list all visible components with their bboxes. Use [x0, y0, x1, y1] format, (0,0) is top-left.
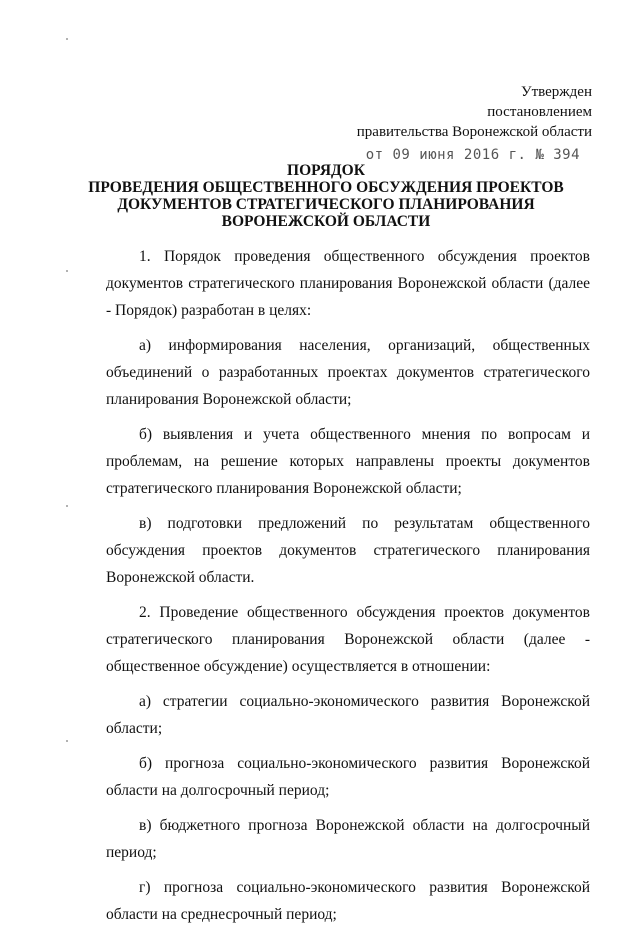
- document-body: [106, 243, 590, 936]
- paragraph-2b: б) прогноза социально-экономического развития Воронежской области на долгосрочный период;: [106, 755, 590, 799]
- paragraph-2d: г) прогноза социально-экономического развития Воронежской области на среднесрочный период;: [106, 879, 590, 923]
- paragraph-2: 2. Проведение общественного обсуждения проектов документов стратегического планирования Воронежской области (далее - общественное обсуждение) осуществляется в отношении:: [106, 604, 590, 675]
- approval-line-3: правительства Воронежской области: [356, 124, 592, 140]
- paragraph-2c: в) бюджетного прогноза Воронежской области на долгосрочный период;: [106, 817, 590, 861]
- paragraph-2a: а) стратегии социально-экономического развития Воронежской области;: [106, 693, 590, 737]
- scan-artifact: [66, 270, 68, 272]
- title-line-2: ПРОВЕДЕНИЯ ОБЩЕСТВЕННОГО ОБСУЖДЕНИЯ ПРОЕКТОВ: [88, 179, 564, 196]
- approval-stamp: [357, 82, 592, 165]
- document-title: [60, 162, 592, 230]
- approval-line-1: Утвержден: [520, 84, 592, 100]
- approval-line-2: постановлением: [487, 104, 592, 120]
- paragraph-1: 1. Порядок проведения общественного обсуждения проектов документов стратегического планирования Воронежской области (далее - Порядок) разработан в целях:: [106, 248, 590, 319]
- paragraph-1a: а) информирования населения, организаций, общественных объединений о разработанных проектах документов стратегического планирования Воронежской области;: [106, 337, 590, 408]
- title-line-3: ДОКУМЕНТОВ СТРАТЕГИЧЕСКОГО ПЛАНИРОВАНИЯ: [117, 196, 535, 213]
- scan-artifact: [66, 505, 68, 507]
- title-line-1: ПОРЯДОК: [287, 162, 365, 179]
- scan-artifact: [66, 38, 68, 40]
- approval-date: от 09 июня 2016 г. № 394: [365, 147, 580, 163]
- paragraph-1c: в) подготовки предложений по результатам общественного обсуждения проектов документов стратегического планирования Воронежской области.: [106, 515, 590, 586]
- paragraph-1b: б) выявления и учета общественного мнения по вопросам и проблемам, на решение которых направлены проекты документов стратегического планирования Воронежской области;: [106, 426, 590, 497]
- scan-artifact: [66, 740, 68, 742]
- title-line-4: ВОРОНЕЖСКОЙ ОБЛАСТИ: [221, 213, 431, 230]
